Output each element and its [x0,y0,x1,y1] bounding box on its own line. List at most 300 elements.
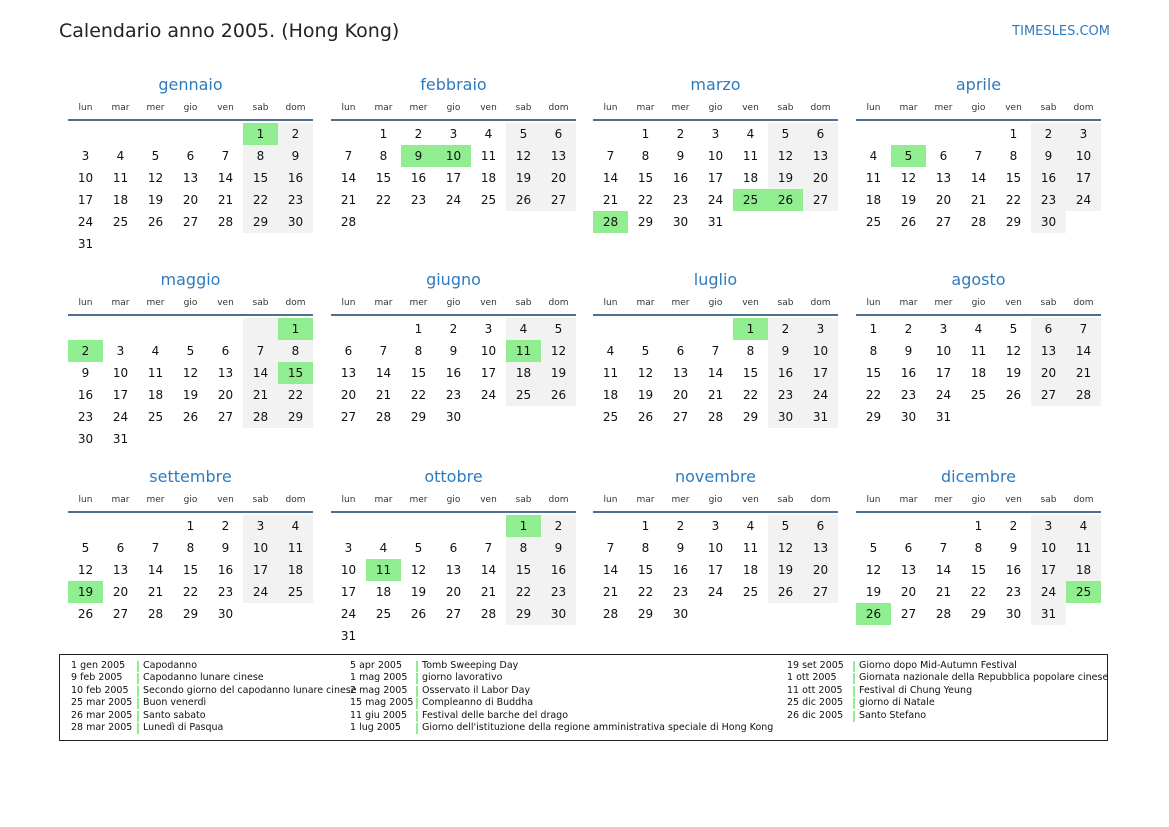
day-cell: 14 [1066,340,1101,362]
week-row [593,145,838,167]
weekday-header [856,100,1101,116]
day-cell: 27 [182,215,199,229]
day-cell: 23 [1005,585,1022,599]
day-cell: 22 [182,585,199,599]
day-cell: 22 [278,384,313,406]
day-cell: 15 [637,563,654,577]
day-cell: 16 [768,362,803,384]
day-cell: 29 [637,607,654,621]
weekday-label: sab [515,298,532,308]
week-row [856,559,1101,581]
day-cell: 10 [1031,537,1066,559]
weekday-label: mer [934,298,953,308]
week-row [331,537,576,559]
legend-item [787,660,1108,672]
day-cell: 29 [742,410,759,424]
weekday-label: lun [866,298,881,308]
month-luglio [593,269,838,428]
day-cell: 24 [1031,581,1066,603]
day-cell: 22 [243,189,278,211]
day-cell: 4 [116,149,125,163]
day-cell: 11 [366,559,401,581]
empty-day-cell [471,406,506,428]
day-cell: 10 [112,366,129,380]
day-cell: 2 [414,127,423,141]
day-cell: 22 [970,585,987,599]
empty-day-cell [138,428,173,450]
week-row [331,123,576,145]
month-name: aprile [955,75,1002,94]
weekday-label: mar [636,103,655,113]
day-cell: 4 [151,344,160,358]
weekday-label: lun [866,103,881,113]
week-row [856,211,1101,233]
day-cell: 8 [641,541,650,555]
day-cell: 26 [1005,388,1022,402]
empty-day-cell [961,123,996,145]
day-cell: 11 [742,149,759,163]
day-cell: 10 [707,541,724,555]
month-settembre [68,466,313,625]
day-cell: 24 [707,585,724,599]
day-cell: 29 [243,211,278,233]
week-row [331,603,576,625]
legend-marker [853,686,855,697]
day-cell: 20 [217,388,234,402]
day-cell: 22 [637,193,654,207]
day-cell: 12 [900,171,917,185]
day-cell: 12 [1005,344,1022,358]
legend-marker [137,686,139,697]
day-cell: 24 [112,410,129,424]
holiday-legend [59,654,1108,741]
day-cell: 30 [278,211,313,233]
day-cell: 6 [803,515,838,537]
legend-marker [416,711,418,722]
day-cell: 22 [375,193,392,207]
legend-date: 25 mar 2005 [71,697,133,709]
day-cell: 8 [186,541,195,555]
day-cell: 16 [217,563,234,577]
day-cell: 17 [707,563,724,577]
day-cell: 1 [379,127,388,141]
day-cell: 10 [340,563,357,577]
day-cell: 12 [541,340,576,362]
day-cell: 20 [672,388,689,402]
month-name: gennaio [158,75,223,94]
legend-date: 1 gen 2005 [71,660,126,671]
empty-day-cell [436,211,471,233]
day-cell: 7 [606,541,615,555]
day-cell: 2 [676,127,685,141]
weekday-label: sab [252,103,269,113]
day-cell: 9 [1031,145,1066,167]
day-cell: 4 [606,344,615,358]
day-cell: 28 [970,215,987,229]
day-cell: 20 [340,388,357,402]
week-row [593,362,838,384]
day-cell: 27 [217,410,234,424]
weekday-label: mar [374,103,393,113]
day-cell: 10 [1066,145,1101,167]
empty-day-cell [401,625,436,647]
day-cell: 4 [974,322,983,336]
week-row [68,340,313,362]
weekday-header [856,492,1101,508]
day-cell: 27 [672,410,689,424]
weekday-label: lun [341,495,356,505]
day-cell: 14 [217,171,234,185]
empty-day-cell [103,318,138,340]
week-row [331,515,576,537]
day-cell: 7 [379,344,388,358]
day-cell: 13 [672,366,689,380]
weekday-label: sab [515,103,532,113]
legend-item [71,660,357,672]
legend-date: 28 mar 2005 [71,721,133,733]
day-cell: 28 [480,607,497,621]
legend-date: 2 mag 2005 [350,684,408,696]
week-row [68,384,313,406]
week-row [331,318,576,340]
day-cell: 25 [112,215,129,229]
day-cell: 2 [541,515,576,537]
day-cell: 3 [116,344,125,358]
week-row [331,559,576,581]
legend-marker [416,661,418,672]
weekday-label: mar [111,103,130,113]
weekday-label: sab [777,298,794,308]
empty-day-cell [436,515,471,537]
week-row [593,515,838,537]
day-cell: 21 [1066,362,1101,384]
day-cell: 12 [637,366,654,380]
day-cell: 9 [904,344,913,358]
day-cell: 24 [707,193,724,207]
legend-marker [137,723,139,734]
weekday-label: lun [78,103,93,113]
week-row [856,189,1101,211]
empty-day-cell [541,211,576,233]
day-cell: 13 [803,537,838,559]
weekday-label: dom [548,298,569,308]
day-cell: 21 [340,193,357,207]
day-cell: 31 [1031,603,1066,625]
day-cell: 17 [935,366,952,380]
weekday-label: mar [899,298,918,308]
empty-day-cell [1066,406,1101,428]
day-cell: 7 [151,541,160,555]
weekday-label: gio [971,298,986,308]
week-row [856,340,1101,362]
month-ottobre [331,466,576,647]
weekday-label: mar [899,103,918,113]
legend-marker [416,723,418,734]
legend-column [71,660,357,734]
day-cell: 19 [865,585,882,599]
day-cell: 9 [81,366,90,380]
site-link[interactable]: TIMESLES.COM [1012,24,1110,39]
day-cell: 8 [869,344,878,358]
legend-item [71,722,357,734]
day-cell: 26 [637,410,654,424]
day-cell: 30 [77,432,94,446]
day-cell: 24 [480,388,497,402]
empty-day-cell [891,123,926,145]
header-divider [856,314,1101,316]
day-cell: 1 [733,318,768,340]
day-cell: 10 [243,537,278,559]
weekday-label: mer [409,103,428,113]
day-cell: 11 [506,340,541,362]
week-row [331,384,576,406]
month-dicembre [856,466,1101,625]
day-cell: 29 [506,603,541,625]
weekday-label: gio [446,103,461,113]
empty-day-cell [243,318,278,340]
day-cell: 4 [1066,515,1101,537]
day-cell: 3 [484,322,493,336]
day-cell: 11 [480,149,497,163]
weekday-label: sab [252,495,269,505]
week-row [856,145,1101,167]
day-cell: 7 [1066,318,1101,340]
day-cell: 3 [711,519,720,533]
day-cell: 14 [243,362,278,384]
day-cell: 20 [803,167,838,189]
day-cell: 26 [77,607,94,621]
day-cell: 2 [68,340,103,362]
day-cell: 15 [742,366,759,380]
empty-day-cell [208,428,243,450]
day-cell: 6 [939,149,948,163]
weekday-label: dom [1073,103,1094,113]
weekday-label: sab [1040,298,1057,308]
legend-date: 5 apr 2005 [350,660,403,671]
week-row [331,145,576,167]
week-row [593,537,838,559]
legend-marker [416,698,418,709]
day-cell: 28 [1066,384,1101,406]
week-row [593,318,838,340]
weekday-label: mar [374,298,393,308]
day-cell: 17 [803,362,838,384]
header-divider [593,314,838,316]
day-cell: 13 [541,145,576,167]
week-row [593,211,838,233]
weekday-label: lun [341,298,356,308]
weekday-label: mer [671,298,690,308]
day-cell: 25 [602,410,619,424]
week-row [856,167,1101,189]
day-cell: 4 [484,127,493,141]
week-row [68,537,313,559]
empty-day-cell [628,318,663,340]
empty-day-cell [698,318,733,340]
legend-marker [853,711,855,722]
legend-holiday-name: Festival delle barche del drago [422,709,569,721]
weekday-label: mer [934,103,953,113]
day-cell: 15 [278,362,313,384]
weekday-label: mar [899,495,918,505]
empty-day-cell [436,625,471,647]
day-cell: 28 [340,215,357,229]
weekday-label: ven [742,495,759,505]
day-cell: 22 [1005,193,1022,207]
day-cell: 30 [1031,211,1066,233]
day-cell: 14 [480,563,497,577]
weekday-label: dom [285,495,306,505]
day-cell: 31 [340,629,357,643]
weekday-header [856,295,1101,311]
week-row [331,340,576,362]
week-row [331,189,576,211]
day-cell: 31 [935,410,952,424]
day-cell: 27 [1031,384,1066,406]
day-cell: 3 [803,318,838,340]
day-cell: 28 [935,607,952,621]
day-cell: 26 [182,410,199,424]
empty-day-cell [103,123,138,145]
day-cell: 20 [803,559,838,581]
legend-holiday-name: Capodanno lunare cinese [143,672,264,684]
day-cell: 1 [869,322,878,336]
day-cell: 27 [445,607,462,621]
day-cell: 3 [344,541,353,555]
day-cell: 2 [1031,123,1066,145]
legend-date: 10 feb 2005 [71,684,129,696]
day-cell: 21 [602,193,619,207]
empty-day-cell [103,233,138,255]
empty-day-cell [331,123,366,145]
day-cell: 25 [506,384,541,406]
legend-marker [416,673,418,684]
day-cell: 2 [1009,519,1018,533]
day-cell: 18 [742,563,759,577]
legend-marker [853,698,855,709]
day-cell: 23 [672,585,689,599]
empty-day-cell [506,211,541,233]
empty-day-cell [506,625,541,647]
week-row [856,537,1101,559]
legend-item [71,685,357,697]
day-cell: 26 [506,189,541,211]
day-cell: 25 [733,189,768,211]
month-name: luglio [693,270,738,289]
empty-day-cell [541,625,576,647]
day-cell: 5 [1009,322,1018,336]
day-cell: 12 [182,366,199,380]
weekday-label: mer [146,298,165,308]
legend-marker [416,686,418,697]
empty-day-cell [768,211,803,233]
day-cell: 17 [112,388,129,402]
week-row [856,581,1101,603]
empty-day-cell [138,123,173,145]
day-cell: 1 [974,519,983,533]
day-cell: 28 [602,607,619,621]
week-row [68,145,313,167]
weekday-label: sab [777,103,794,113]
week-row [593,123,838,145]
day-cell: 14 [602,171,619,185]
weekday-label: lun [603,298,618,308]
legend-column [787,660,1108,722]
day-cell: 22 [865,388,882,402]
header-divider [856,511,1101,513]
legend-item [350,722,773,734]
day-cell: 24 [803,384,838,406]
day-cell: 12 [768,537,803,559]
week-row [856,384,1101,406]
day-cell: 6 [221,344,230,358]
weekday-label: dom [810,103,831,113]
day-cell: 19 [182,388,199,402]
day-cell: 28 [147,607,164,621]
day-cell: 21 [970,193,987,207]
empty-day-cell [996,406,1031,428]
month-name: novembre [674,467,757,486]
weekday-label: dom [810,495,831,505]
day-cell: 15 [243,167,278,189]
day-cell: 9 [449,344,458,358]
weekday-label: ven [480,298,497,308]
day-cell: 11 [970,344,987,358]
legend-date: 25 dic 2005 [787,697,844,709]
week-row [856,515,1101,537]
day-cell: 3 [1031,515,1066,537]
day-cell: 16 [1031,167,1066,189]
day-cell: 19 [768,167,803,189]
weekday-label: gio [446,298,461,308]
weekday-header [593,492,838,508]
day-cell: 6 [541,123,576,145]
week-row [68,167,313,189]
weekday-label: mar [111,495,130,505]
day-cell: 7 [243,340,278,362]
day-cell: 28 [593,211,628,233]
weekday-label: dom [1073,495,1094,505]
day-cell: 4 [506,318,541,340]
day-cell: 21 [707,388,724,402]
weekday-label: ven [217,298,234,308]
day-cell: 6 [449,541,458,555]
weekday-label: sab [1040,495,1057,505]
weekday-label: mar [636,298,655,308]
day-cell: 17 [707,171,724,185]
weekday-header [593,100,838,116]
day-cell: 14 [707,366,724,380]
day-cell: 25 [1066,581,1101,603]
legend-item [71,697,357,709]
day-cell: 23 [900,388,917,402]
day-cell: 23 [1031,189,1066,211]
week-row [593,603,838,625]
day-cell: 5 [414,541,423,555]
day-cell: 8 [379,149,388,163]
empty-day-cell [926,123,961,145]
day-cell: 20 [900,585,917,599]
day-cell: 6 [344,344,353,358]
empty-day-cell [173,318,208,340]
weekday-label: lun [78,298,93,308]
day-cell: 9 [1009,541,1018,555]
weekday-label: gio [183,495,198,505]
day-cell: 25 [865,215,882,229]
week-row [68,406,313,428]
week-row [593,167,838,189]
day-cell: 7 [484,541,493,555]
